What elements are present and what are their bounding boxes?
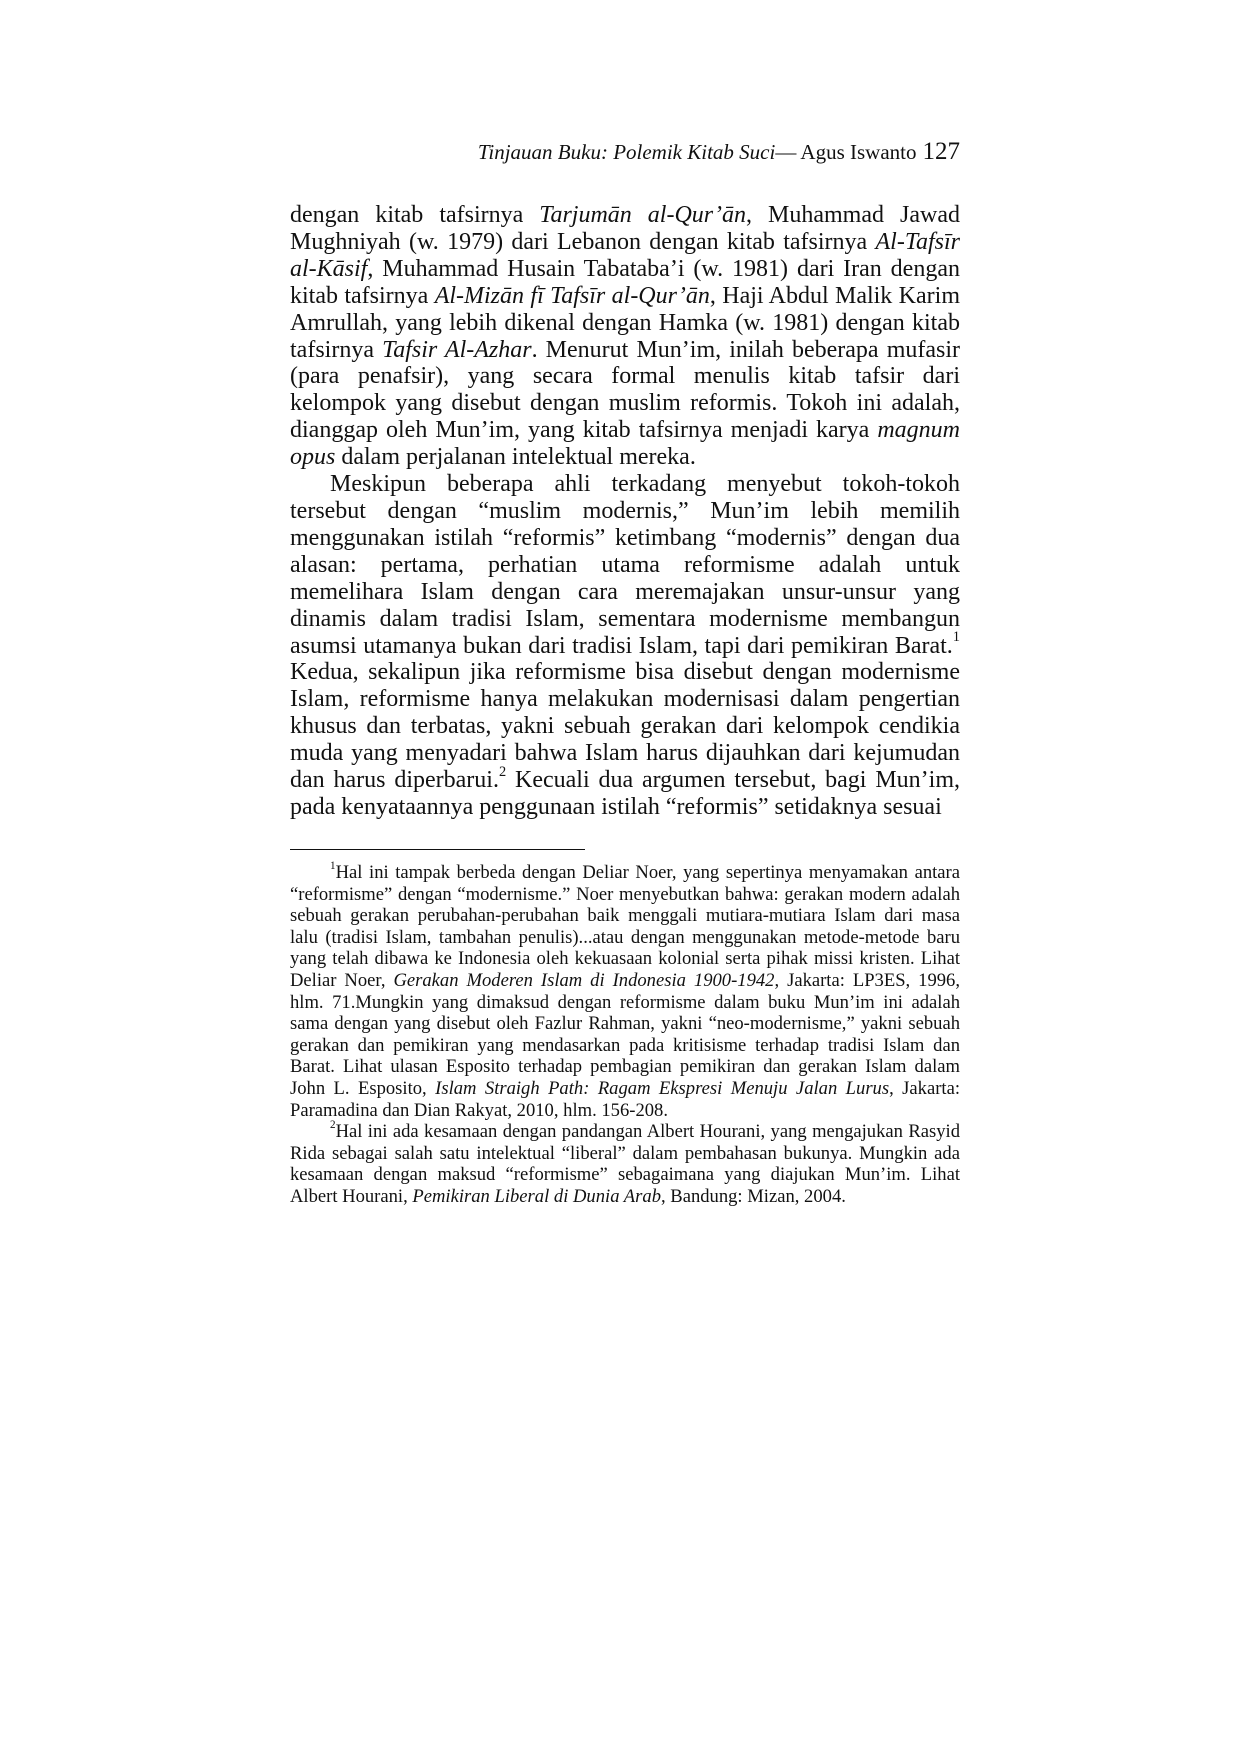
text-run: dalam perjalanan intelektual mereka. <box>335 444 696 471</box>
text-run: Kecuali dua argumen tersebut, bagi Mun’im, pada kenyataannya penggunaan istilah “reformis” setidaknya sesuai <box>290 767 960 820</box>
text-run: . Menurut Mun’im, inilah beberapa mufasir (para penafsir), yang secara formal menulis kitab tafsir dari kelompok yang disebut dengan muslim reformis. Tokoh ini adalah, dianggap oleh Mun’im, yang kitab tafsirnya menjadi karya <box>290 336 961 444</box>
text-run: Hal ini ada kesamaan dengan pandangan Albert Hourani, yang mengajukan Rasyid Rida sebagai salah satu intelektual “liberal” dalam pembahasan bukunya. Mungkin ada kesamaan dengan maksud “reformisme” sebagaimana yang diajukan Mun’im. Lihat Albert Hourani, <box>290 1121 960 1207</box>
text-run: , Haji Abdul Malik Karim Amrullah, yang lebih dikenal dengan Hamka (w. 1981) dengan kitab tafsirnya <box>290 282 960 363</box>
footnote-mark: 2 <box>330 1119 336 1132</box>
book-title: Pemikiran Liberal di Dunia Arab <box>412 1185 661 1207</box>
text-run: dengan kitab tafsirnya <box>290 202 540 228</box>
text-run: , Muhammad Jawad Mughniyah (w. 1979) dari Lebanon dengan kitab tafsirnya <box>290 202 960 255</box>
book-title: Gerakan Moderen Islam di Indonesia 1900-1942 <box>393 969 775 991</box>
paragraph-continued <box>290 202 960 471</box>
text-run: Hal ini tampak berbeda dengan Deliar Noer, yang sepertinya menyamakan antara “reformisme” dengan “modernisme.” Noer menyebutkan bahwa: gerakan modern adalah sebuah gerakan perubahan-perubahan baik menggali mutiara-mutiara Islam dari masa lalu (tradisi Islam, tambahan penulis)...atau dengan menggunakan metode-metode baru yang telah dibawa ke Indonesia oleh kekuasaan kolonial serta pihak missi kristen. Lihat Deliar Noer, <box>290 862 960 991</box>
running-head-dash: — <box>775 140 797 164</box>
main-text <box>290 202 960 821</box>
running-head-author: Agus Iswanto <box>800 140 917 164</box>
text-run: , Jakarta: LP3ES, 1996, hlm. 71.Mungkin yang dimaksud dengan reformisme dalam buku Mun’im ini adalah sama dengan yang disebut oleh Fazlur Rahman, yakni “neo-modernisme,” yakni sebuah gerakan dan pemikiran yang mendasarkan pada kritisisme terhadap tradisi Islam dan Barat. Lihat ulasan Esposito terhadap pembagian pemikiran dan gerakan Islam dalam John L. Esposito, <box>290 969 961 1099</box>
running-head <box>290 138 960 166</box>
footnote-separator <box>290 849 585 850</box>
footnote-1 <box>290 862 960 1121</box>
book-page <box>290 0 960 1754</box>
footnote-ref-1[interactable]: 1 <box>952 629 960 646</box>
book-title: Islam Straigh Path: Ragam Ekspresi Menuju Jalan Lurus <box>435 1077 890 1099</box>
book-title: Tarjumān al-Qur’ān <box>539 202 747 228</box>
book-title: Tafsir Al-Azhar <box>382 336 532 363</box>
footnote-mark: 1 <box>330 860 336 873</box>
footnote-2 <box>290 1121 960 1207</box>
footnotes <box>290 862 960 1208</box>
text-run: Meskipun beberapa ahli terkadang menyebut tokoh-tokoh tersebut dengan “muslim modernis,” Mun’im lebih memilih menggunakan istilah “reformis” ketimbang “modernis” dengan dua alasan: pertama, perhatian utama reformisme adalah untuk memelihara Islam dengan cara meremajakan unsur-unsur yang dinamis dalam tradisi Islam, sementara modernisme membangun asumsi utamanya bukan dari tradisi Islam, tapi dari pemikiran Barat. <box>290 471 960 659</box>
running-head-title: Tinjauan Buku: Polemik Kitab Suci <box>477 140 776 164</box>
footnote-ref-2[interactable]: 2 <box>498 763 507 780</box>
text-run: , Jakarta: Paramadina dan Dian Rakyat, 2010, hlm. 156-208. <box>290 1077 960 1121</box>
page-number: 127 <box>922 138 960 165</box>
book-title: Al-Mizān fī Tafsīr al-Qur’ān <box>434 282 710 309</box>
book-title: Al-Tafsīr al-Kāsif <box>290 228 960 282</box>
text-run: , Bandung: Mizan, 2004. <box>661 1185 846 1207</box>
text-run: , Muhammad Husain Tabataba’i (w. 1981) dari Iran dengan kitab tafsirnya <box>290 255 960 309</box>
latin-phrase: magnum opus <box>290 417 960 471</box>
text-run: Kedua, sekalipun jika reformisme bisa disebut dengan modernisme Islam, reformisme hanya melakukan modernisasi dalam pengertian khusus dan terbatas, yakni sebuah gerakan dari kelompok cendikia muda yang menyadari bahwa Islam harus dijauhkan dari kejumudan dan harus diperbarui. <box>290 659 960 794</box>
paragraph <box>290 471 960 821</box>
